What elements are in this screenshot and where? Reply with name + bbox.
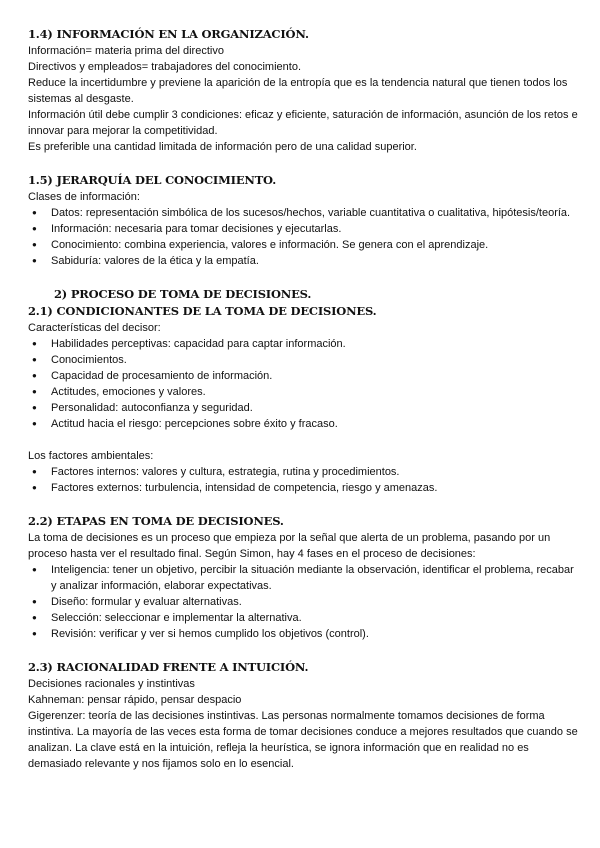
- chapter-heading: 2) PROCESO DE TOMA DE DECISIONES.: [54, 287, 312, 301]
- bullet-list: [28, 205, 580, 269]
- bullet-list: [28, 336, 580, 432]
- spacer: [28, 432, 580, 448]
- paragraph: Reduce la incertidumbre y previene la aparición de la entropía que es la tendencia natural que tienen todos los sistemas al desgaste.: [28, 77, 568, 105]
- list-item: ● Diseño: formular y evaluar alternativas.: [28, 594, 580, 610]
- list-item: ● Personalidad: autoconfianza y seguridad.: [28, 400, 580, 416]
- paragraph: Clases de información:: [28, 191, 140, 203]
- list-item: ● Sabiduría: valores de la ética y la empatía.: [28, 253, 580, 269]
- paragraph: Gigerenzer: teoría de las decisiones instintivas. Las personas normalmente tomamos decisiones de forma instintiva. La mayoría de las veces esta forma de tomar decisiones conduce a mejores resultados que cuando se analizan. La clave está en la intuición, refleja la heurística, se ignora información que en realidad no es demasiado relevante y nos fijamos solo en lo esencial.: [28, 710, 578, 770]
- paragraph: Información útil debe cumplir 3 condiciones: eficaz y eficiente, saturación de información, asunción de los retos e innovar para mejorar la competitividad.: [28, 109, 578, 137]
- section-1-4: [28, 26, 580, 155]
- bullet-list: [28, 464, 580, 496]
- list-item: ● Factores internos: valores y cultura, estrategia, rutina y procedimientos.: [28, 464, 580, 480]
- paragraph: Es preferible una cantidad limitada de información pero de una calidad superior.: [28, 141, 417, 153]
- bullet-list: [28, 562, 580, 642]
- paragraph: Kahneman: pensar rápido, pensar despacio: [28, 694, 242, 706]
- section-2: [28, 286, 580, 303]
- document-page: [28, 26, 580, 789]
- list-item: ● Actitudes, emociones y valores.: [28, 384, 580, 400]
- list-item: ● Revisión: verificar y ver si hemos cumplido los objetivos (control).: [28, 626, 580, 642]
- section-2-1: [28, 303, 580, 496]
- list-item: ● Habilidades perceptivas: capacidad para captar información.: [28, 336, 580, 352]
- section-2-3: [28, 659, 580, 772]
- list-item: ● Información: necesaria para tomar decisiones y ejecutarlas.: [28, 221, 580, 237]
- list-item: ● Selección: seleccionar e implementar la alternativa.: [28, 610, 580, 626]
- section-heading: 1.4) INFORMACIÓN EN LA ORGANIZACIÓN.: [28, 27, 309, 41]
- list-item: ● Conocimiento: combina experiencia, valores e información. Se genera con el aprendizaje.: [28, 237, 580, 253]
- section-1-5: [28, 172, 580, 269]
- list-item: ● Inteligencia: tener un objetivo, percibir la situación mediante la observación, identificar el problema, recabar y analizar información, elaborar expectativas.: [28, 562, 580, 594]
- paragraph: Decisiones racionales y instintivas: [28, 678, 195, 690]
- section-heading: 2.1) CONDICIONANTES DE LA TOMA DE DECISIONES.: [28, 304, 377, 318]
- list-item: ● Capacidad de procesamiento de información.: [28, 368, 580, 384]
- list-item: ● Conocimientos.: [28, 352, 580, 368]
- paragraph: Los factores ambientales:: [28, 450, 154, 462]
- paragraph: La toma de decisiones es un proceso que empieza por la señal que alerta de un problema, pasando por un proceso hasta ver el resultado final. Según Simon, hay 4 fases en el proceso de decisiones:: [28, 532, 551, 560]
- paragraph: Características del decisor:: [28, 322, 161, 334]
- section-heading: 2.3) RACIONALIDAD FRENTE A INTUICIÓN.: [28, 660, 309, 674]
- section-heading: 2.2) ETAPAS EN TOMA DE DECISIONES.: [28, 514, 284, 528]
- list-item: ● Factores externos: turbulencia, intensidad de competencia, riesgo y amenazas.: [28, 480, 580, 496]
- section-2-2: [28, 513, 580, 642]
- paragraph: Información= materia prima del directivo: [28, 45, 224, 57]
- paragraph: Directivos y empleados= trabajadores del conocimiento.: [28, 61, 302, 73]
- list-item: ● Datos: representación simbólica de los sucesos/hechos, variable cuantitativa o cualitativa, hipótesis/teoría.: [28, 205, 580, 221]
- section-heading: 1.5) JERARQUÍA DEL CONOCIMIENTO.: [28, 173, 276, 187]
- list-item: ● Actitud hacia el riesgo: percepciones sobre éxito y fracaso.: [28, 416, 580, 432]
